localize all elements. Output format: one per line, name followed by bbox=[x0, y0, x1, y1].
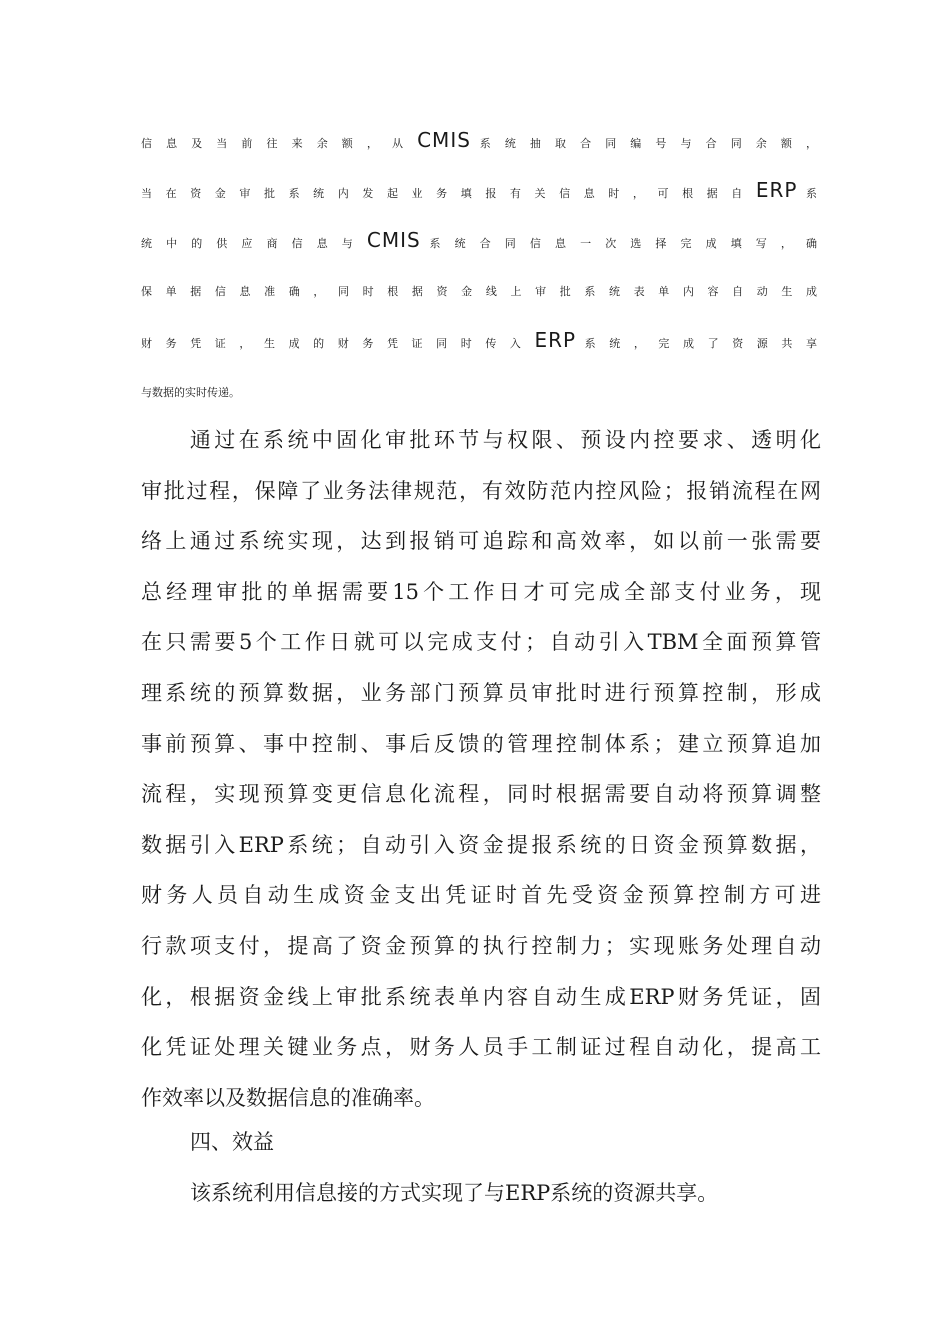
body-paragraph bbox=[141, 415, 821, 1123]
body-line: 在只需要5个工作日就可以完成支付；自动引入TBM全面预算管 bbox=[141, 630, 821, 655]
intro-line-2: 当 在 资 金 审 批 系 统 内 发 起 业 务 填 报 有 关 信 息 时 ， 可 根 据 自 ERP 系 bbox=[141, 178, 817, 202]
body-line: 事前预算、事中控制、事后反馈的管理控制体系；建立预算追加 bbox=[141, 731, 821, 756]
body-line: 总经理审批的单据需要15个工作日才可完成全部支付业务，现 bbox=[141, 579, 821, 604]
body-line: 理系统的预算数据，业务部门预算员审批时进行预算控制，形成 bbox=[141, 680, 821, 705]
intro-line-last: 与数据的实时传递。 bbox=[141, 386, 240, 399]
body-line: 行款项支付，提高了资金预算的执行控制力；实现账务处理自动 bbox=[141, 933, 821, 958]
intro-line-5: 财 务 凭 证 ， 生 成 的 财 务 凭 证 同 时 传 入 ERP 系 统 ， 完 成 了 资 源 共 享 bbox=[141, 328, 818, 352]
body-line: 作效率以及数据信息的准确率。 bbox=[141, 1085, 435, 1110]
body-line: 络上通过系统实现，达到报销可追踪和高效率，如以前一张需要 bbox=[141, 529, 821, 554]
body-line: 通过在系统中固化审批环节与权限、预设内控要求、透明化 bbox=[141, 428, 821, 452]
section-heading: 四、效益 bbox=[190, 1130, 274, 1154]
body-line: 化凭证处理关键业务点，财务人员手工制证过程自动化，提高工 bbox=[141, 1035, 821, 1060]
body-line: 数据引入ERP系统；自动引入资金提报系统的日资金预算数据， bbox=[141, 832, 821, 857]
body-line: 化，根据资金线上审批系统表单内容自动生成ERP财务凭证，固 bbox=[141, 984, 821, 1009]
body-line: 财务人员自动生成资金支出凭证时首先受资金预算控制方可进 bbox=[141, 883, 821, 908]
intro-line-1: 信 息 及 当 前 往 来 余 额 ， 从 CMIS 系 统 抽 取 合 同 编 号 与 合 同 余 额 ， bbox=[141, 128, 818, 152]
intro-line-4: 保 单 据 信 息 准 确 ， 同 时 根 据 资 金 线 上 审 批 系 统 表 单 内 容 自 动 生 成 bbox=[141, 285, 817, 298]
body-line: 审批过程，保障了业务法律规范，有效防范内控风险；报销流程在网 bbox=[141, 478, 821, 503]
closing-paragraph: 该系统利用信息接的方式实现了与ERP系统的资源共享。 bbox=[190, 1181, 719, 1205]
body-line: 流程，实现预算变更信息化流程，同时根据需要自动将预算调整 bbox=[141, 782, 821, 807]
intro-line-3: 统 中 的 供 应 商 信 息 与 CMIS 系 统 合 同 信 息 一 次 选 择 完 成 填 写 ， 确 bbox=[141, 228, 817, 252]
